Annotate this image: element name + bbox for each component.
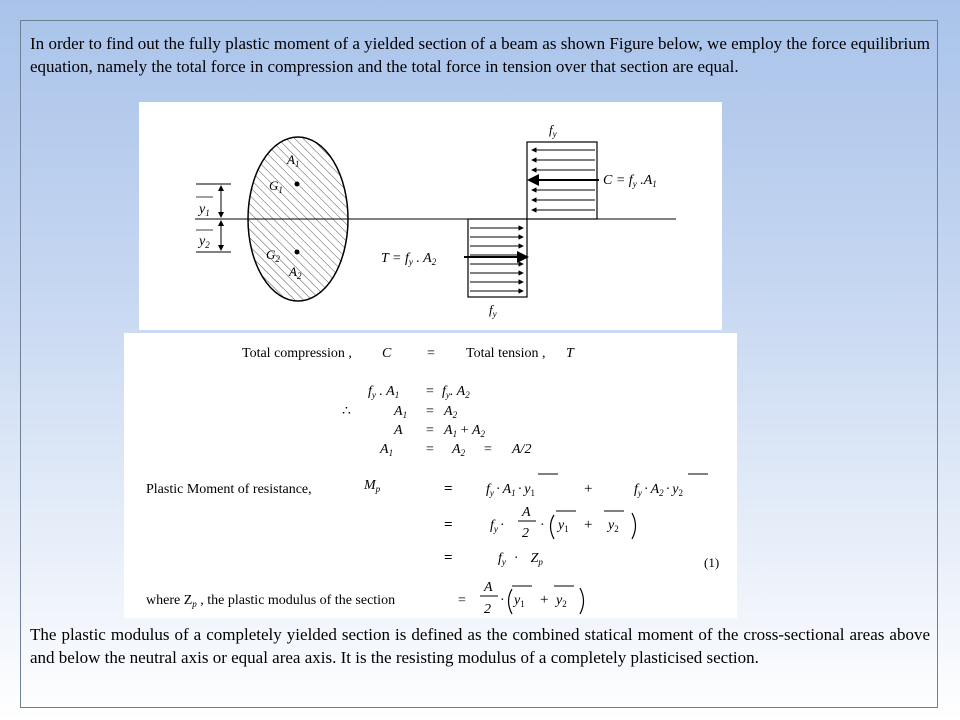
pm-line2-frac-den: 2 [522, 526, 529, 541]
area-a2-label: $A_2$ [289, 264, 302, 281]
eq-row3: ∴ $A_1$ = $A_2$ [342, 404, 458, 420]
pm-line3: $f_y \cdot Z_p$ [498, 551, 543, 567]
pm-line2-frac-num: A [522, 505, 531, 520]
where-dot: · [500, 593, 505, 608]
beam-section-figure [139, 102, 722, 330]
compression-force-label: $C = f_y$ $.A_1$ [603, 173, 657, 189]
eq-row1: Total compression , C = Total tension , T [242, 346, 574, 361]
equation-number: (1) [704, 555, 720, 570]
intro-paragraph: In order to find out the fully plastic moment of a yielded section of a beam as shown Figure below, we employ the force equilibrium equation, namely the total force in compression and the total force in tension over that section are equal. [30, 34, 930, 76]
eq-row2: $f_y$ . $A_1$ = $f_y$. $A_2$ [368, 384, 470, 400]
where-eq-sign: = [458, 593, 466, 608]
where-plus: + [540, 592, 549, 608]
where-frac-num: A [484, 580, 493, 595]
where-y1: $y_1$ [514, 593, 525, 609]
pm-eq-sign-1: = [444, 481, 453, 497]
pm-line2-y1: $y_1$ [558, 518, 569, 534]
eq-row5: $A_1$ = $A_2$ = A/2 [380, 442, 532, 458]
centroid-g1-dot [295, 182, 300, 187]
closing-paragraph: The plastic modulus of a completely yielded section is defined as the combined statical moment of the cross-sectional areas above and below the neutral axis or equal area axis. It is the resisting modulus of a completely plasticised section. [30, 625, 930, 667]
pm-line2-plus: + [584, 517, 593, 533]
centroid-g2-dot [295, 250, 300, 255]
pm-eq-sign-2: = [444, 517, 453, 533]
pm-line2-y2: $y_2$ [608, 518, 619, 534]
figure-svg [139, 102, 722, 330]
equation-panel [124, 333, 737, 618]
compression-stress-label: $f_y$ [549, 122, 557, 139]
plastic-modulus-definition: where $Z_p$ , the plastic modulus of the section [146, 593, 396, 609]
where-frac-den: 2 [484, 602, 491, 617]
pm-line2-f: $f_y$ · [490, 518, 505, 534]
plastic-moment-symbol: $M_p$ [364, 478, 381, 494]
equations-svg [124, 333, 737, 618]
plastic-moment-label: Plastic Moment of resistance, [146, 482, 312, 497]
pm-line2-dot: · [540, 518, 545, 533]
pm-term-2: $f_y \cdot A_2 \cdot y_2$ [634, 482, 684, 498]
pm-plus: + [584, 481, 593, 497]
tension-force-label: $T = f_y$ . $A_2$ [381, 251, 437, 267]
centroid-g1-label: $G_1$ [269, 178, 283, 195]
y2-label: $y_2$ [199, 234, 210, 250]
pm-eq-sign-3: = [444, 550, 453, 566]
pm-term-1: $f_y \cdot A_1 \cdot y_1$ [486, 482, 536, 498]
where-y2: $y_2$ [556, 593, 567, 609]
area-a1-label: $A_1$ [287, 152, 300, 169]
tension-stress-label: $f_y$ [489, 302, 497, 319]
y1-label: $y_1$ [199, 202, 210, 218]
centroid-g2-label: $G_2$ [266, 247, 280, 264]
eq-row4: A = $A_1 + A_2$ [394, 423, 486, 439]
